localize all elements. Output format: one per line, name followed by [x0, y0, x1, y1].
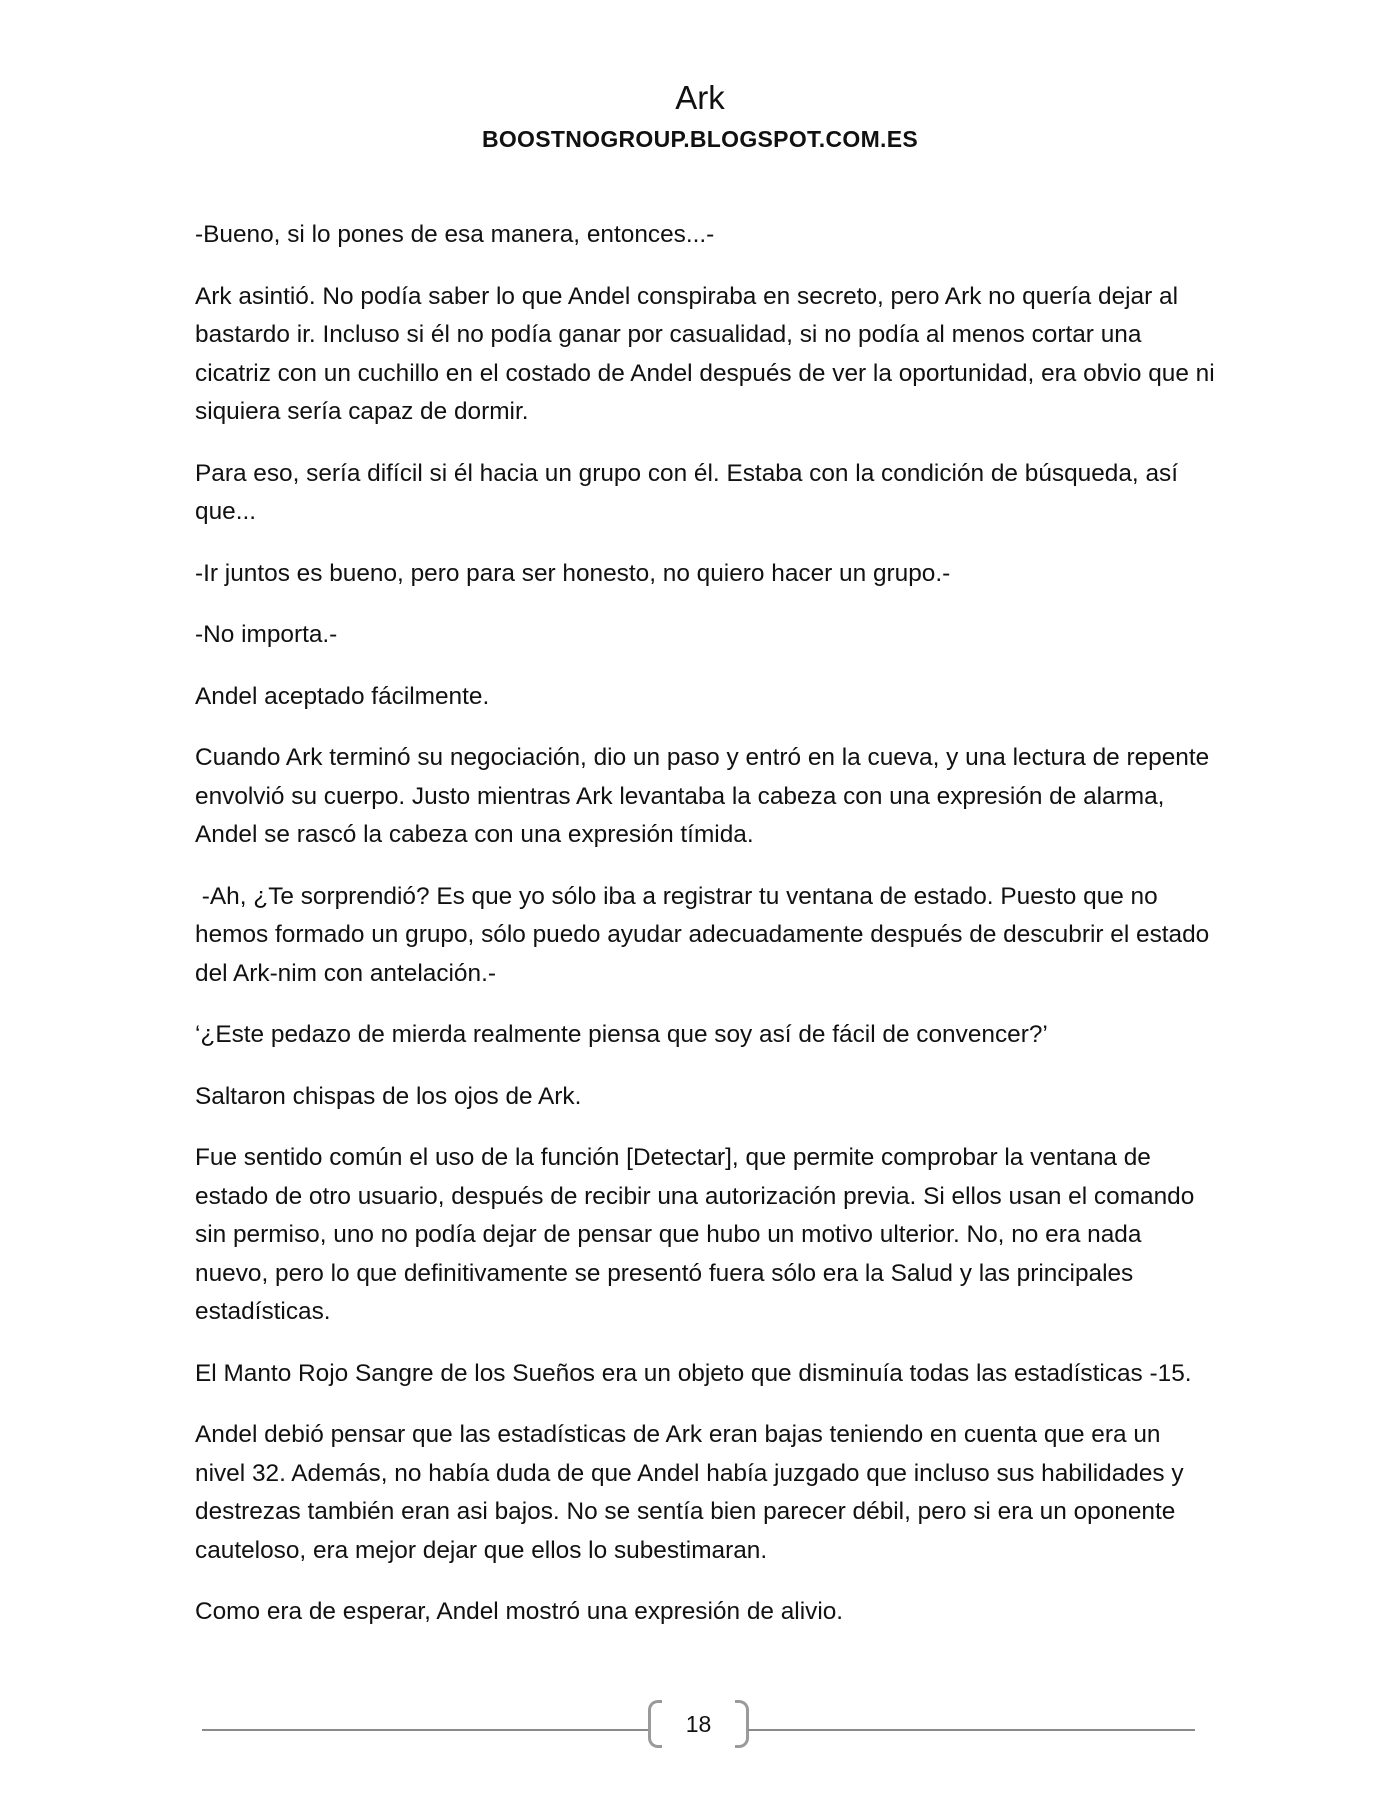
page-number: 18 [685, 1711, 712, 1737]
paragraph: El Manto Rojo Sangre de los Sueños era un objeto que disminuía todas las estadísticas -15. [195, 1359, 1192, 1387]
paragraph: Saltaron chispas de los ojos de Ark. [195, 1082, 582, 1110]
site-subtitle: BOOSTNOGROUP.BLOGSPOT.COM.ES [481, 126, 919, 152]
book-title: Ark [675, 79, 725, 116]
paragraph: -Ah, ¿Te sorprendió? Es que yo sólo iba a registrar tu ventana de estado. Puesto que no hemos formado un grupo, sólo puedo ayudar adecuadamente después de descubrir el estado del Ark-nim con antelación.- [195, 882, 1217, 987]
paragraph: Ark asintió. No podía saber lo que Andel conspiraba en secreto, pero Ark no quería dejar al bastardo ir. Incluso si él no podía ganar por casualidad, si no podía al menos cortar una cicatriz con un cuchillo en el costado de Andel después de ver la oportunidad, era obvio que ni siquiera sería capaz de dormir. [195, 282, 1215, 425]
bracket-close-icon [735, 1700, 749, 1748]
paragraph: -Ir juntos es bueno, pero para ser honesto, no quiero hacer un grupo.- [195, 559, 951, 587]
page-header [0, 78, 1400, 153]
paragraph: ‘¿Este pedazo de mierda realmente piensa que soy así de fácil de convencer?’ [195, 1021, 1048, 1048]
paragraph: Para eso, sería difícil si él hacia un grupo con él. Estaba con la condición de búsqueda, así que... [195, 459, 1179, 525]
footer-rule-left [202, 1729, 648, 1731]
footer-rule-right [748, 1729, 1195, 1731]
paragraph: Como era de esperar, Andel mostró una expresión de alivio. [195, 1598, 844, 1625]
paragraph: -Bueno, si lo pones de esa manera, entonces...- [195, 221, 715, 248]
paragraph: Andel aceptado fácilmente. [195, 682, 490, 710]
bracket-open-icon [648, 1700, 662, 1748]
body-text [195, 216, 1215, 1655]
paragraph: Cuando Ark terminó su negociación, dio un paso y entró en la cueva, y una lectura de repente envolvió su cuerpo. Justo mientras Ark levantaba la cabeza con una expresión de alarma, Andel se rascó la cabeza con una expresión tímida. [195, 744, 1210, 848]
paragraph: Andel debió pensar que las estadísticas de Ark eran bajas teniendo en cuenta que era un nivel 32. Además, no había duda de que Andel había juzgado que incluso sus habilidades y destrezas también eran asi bajos. No se sentía bien parecer débil, pero si era un oponente cauteloso, era mejor dejar que ellos lo subestimaran. [195, 1421, 1184, 1564]
page-footer [0, 1700, 1400, 1760]
paragraph: -No importa.- [195, 621, 338, 648]
paragraph: Fue sentido común el uso de la función [Detectar], que permite comprobar la ventana de estado de otro usuario, después de recibir una autorización previa. Si ellos usan el comando sin permiso, uno no podía dejar de pensar que hubo un motivo ulterior. No, no era nada nuevo, pero lo que definitivamente se presentó fuera sólo era la Salud y las principales estadísticas. [195, 1144, 1195, 1325]
